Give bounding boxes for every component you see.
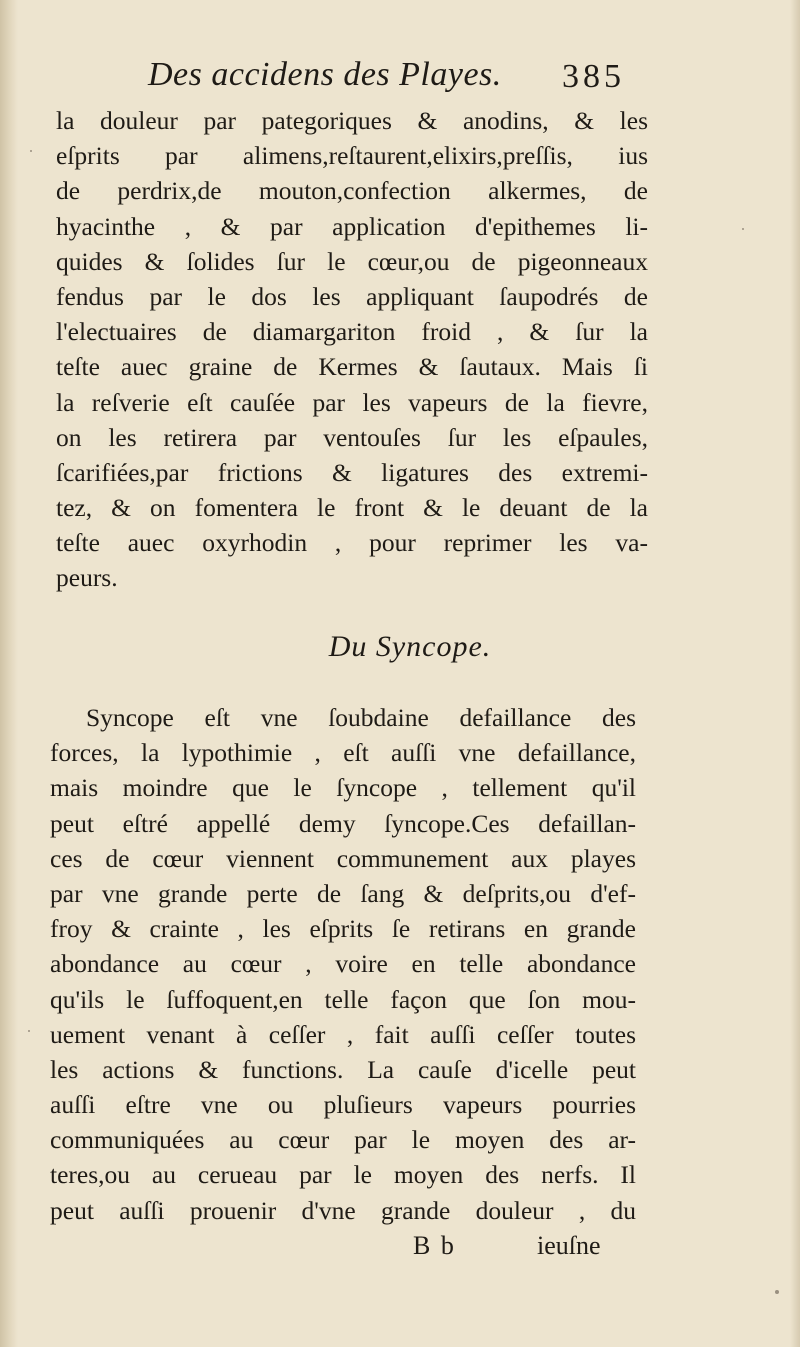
text-line: l'electuaires de diamargariton froid , & ſur la bbox=[56, 317, 648, 347]
text-line: uement venant à ceſſer , fait auſſi ceſſer toutes bbox=[50, 1019, 636, 1049]
text-line: abondance au cœur , voire en telle abondance bbox=[50, 949, 636, 979]
paper-speck bbox=[775, 1290, 779, 1294]
text-line: on les retirera par ventouſes ſur les eſpaules, bbox=[56, 422, 648, 452]
text-line: par vne grande perte de ſang & deſprits,ou d'ef- bbox=[50, 878, 636, 908]
text-line: teres,ou au cerueau par le moyen des nerfs. Il bbox=[50, 1160, 636, 1190]
text-line: tez, & on fomentera le front & le deuant de la bbox=[56, 493, 648, 523]
text-line: les actions & functions. La cauſe d'icelle peut bbox=[50, 1054, 636, 1084]
page-edge-shadow bbox=[790, 0, 800, 1347]
text-line: qu'ils le ſuffoquent,en telle façon que ſon mou- bbox=[50, 984, 636, 1014]
text-line: hyacinthe , & par application d'epithemes li- bbox=[56, 211, 648, 241]
text-line: communiquées au cœur par le moyen des ar- bbox=[50, 1125, 636, 1155]
paper-speck bbox=[30, 150, 32, 152]
paper-speck bbox=[28, 1030, 30, 1032]
text-line: ſcarifiées,par frictions & ligatures des extremi- bbox=[56, 457, 648, 487]
text-line: fendus par le dos les appliquant ſaupodrés de bbox=[56, 281, 648, 311]
text-line: peut eſtré appellé demy ſyncope.Ces defaillan- bbox=[50, 808, 636, 838]
catchword: ieuſne bbox=[537, 1231, 601, 1260]
paragraph-syncope bbox=[50, 700, 636, 1228]
running-head: Des accidens des Playes. bbox=[148, 56, 502, 93]
text-line: froy & crainte , les eſprits ſe retirans en grande bbox=[50, 914, 636, 944]
text-line: de perdrix,de mouton,confection alkermes, de bbox=[56, 176, 648, 206]
text-line: la douleur par pategoriques & anodins, & les bbox=[56, 106, 648, 135]
page-gutter-shadow bbox=[0, 0, 18, 1347]
text-line: mais moindre que le ſyncope , tellement qu'il bbox=[50, 773, 636, 803]
paragraph-continuation bbox=[56, 103, 648, 596]
text-line: peurs. bbox=[56, 563, 118, 593]
text-line: auſſi eſtre vne ou pluſieurs vapeurs pourries bbox=[50, 1090, 636, 1120]
text-line: quides & ſolides ſur le cœur,ou de pigeonneaux bbox=[56, 246, 648, 276]
text-line: forces, la lypothimie , eſt auſſi vne defaillance, bbox=[50, 738, 636, 768]
signature-mark: B b bbox=[413, 1231, 456, 1260]
text-line: peut auſſi prouenir d'vne grande douleur , du bbox=[50, 1195, 636, 1225]
text-line: teſte auec oxyrhodin , pour reprimer les va- bbox=[56, 528, 648, 558]
section-heading: Du Syncope. bbox=[328, 630, 492, 663]
text-line: eſprits par alimens,reſtaurent,elixirs,preſſis, ius bbox=[56, 141, 648, 171]
text-line: la reſverie eſt cauſée par les vapeurs de la fievre, bbox=[56, 387, 648, 417]
text-line: ces de cœur viennent communement aux playes bbox=[50, 843, 636, 873]
page-number: 385 bbox=[562, 58, 625, 95]
paper-speck bbox=[742, 228, 744, 230]
text-line: teſte auec graine de Kermes & ſautaux. Mais ſi bbox=[56, 352, 648, 382]
text-line-indented: Syncope eſt vne ſoubdaine defaillance des bbox=[86, 703, 636, 732]
